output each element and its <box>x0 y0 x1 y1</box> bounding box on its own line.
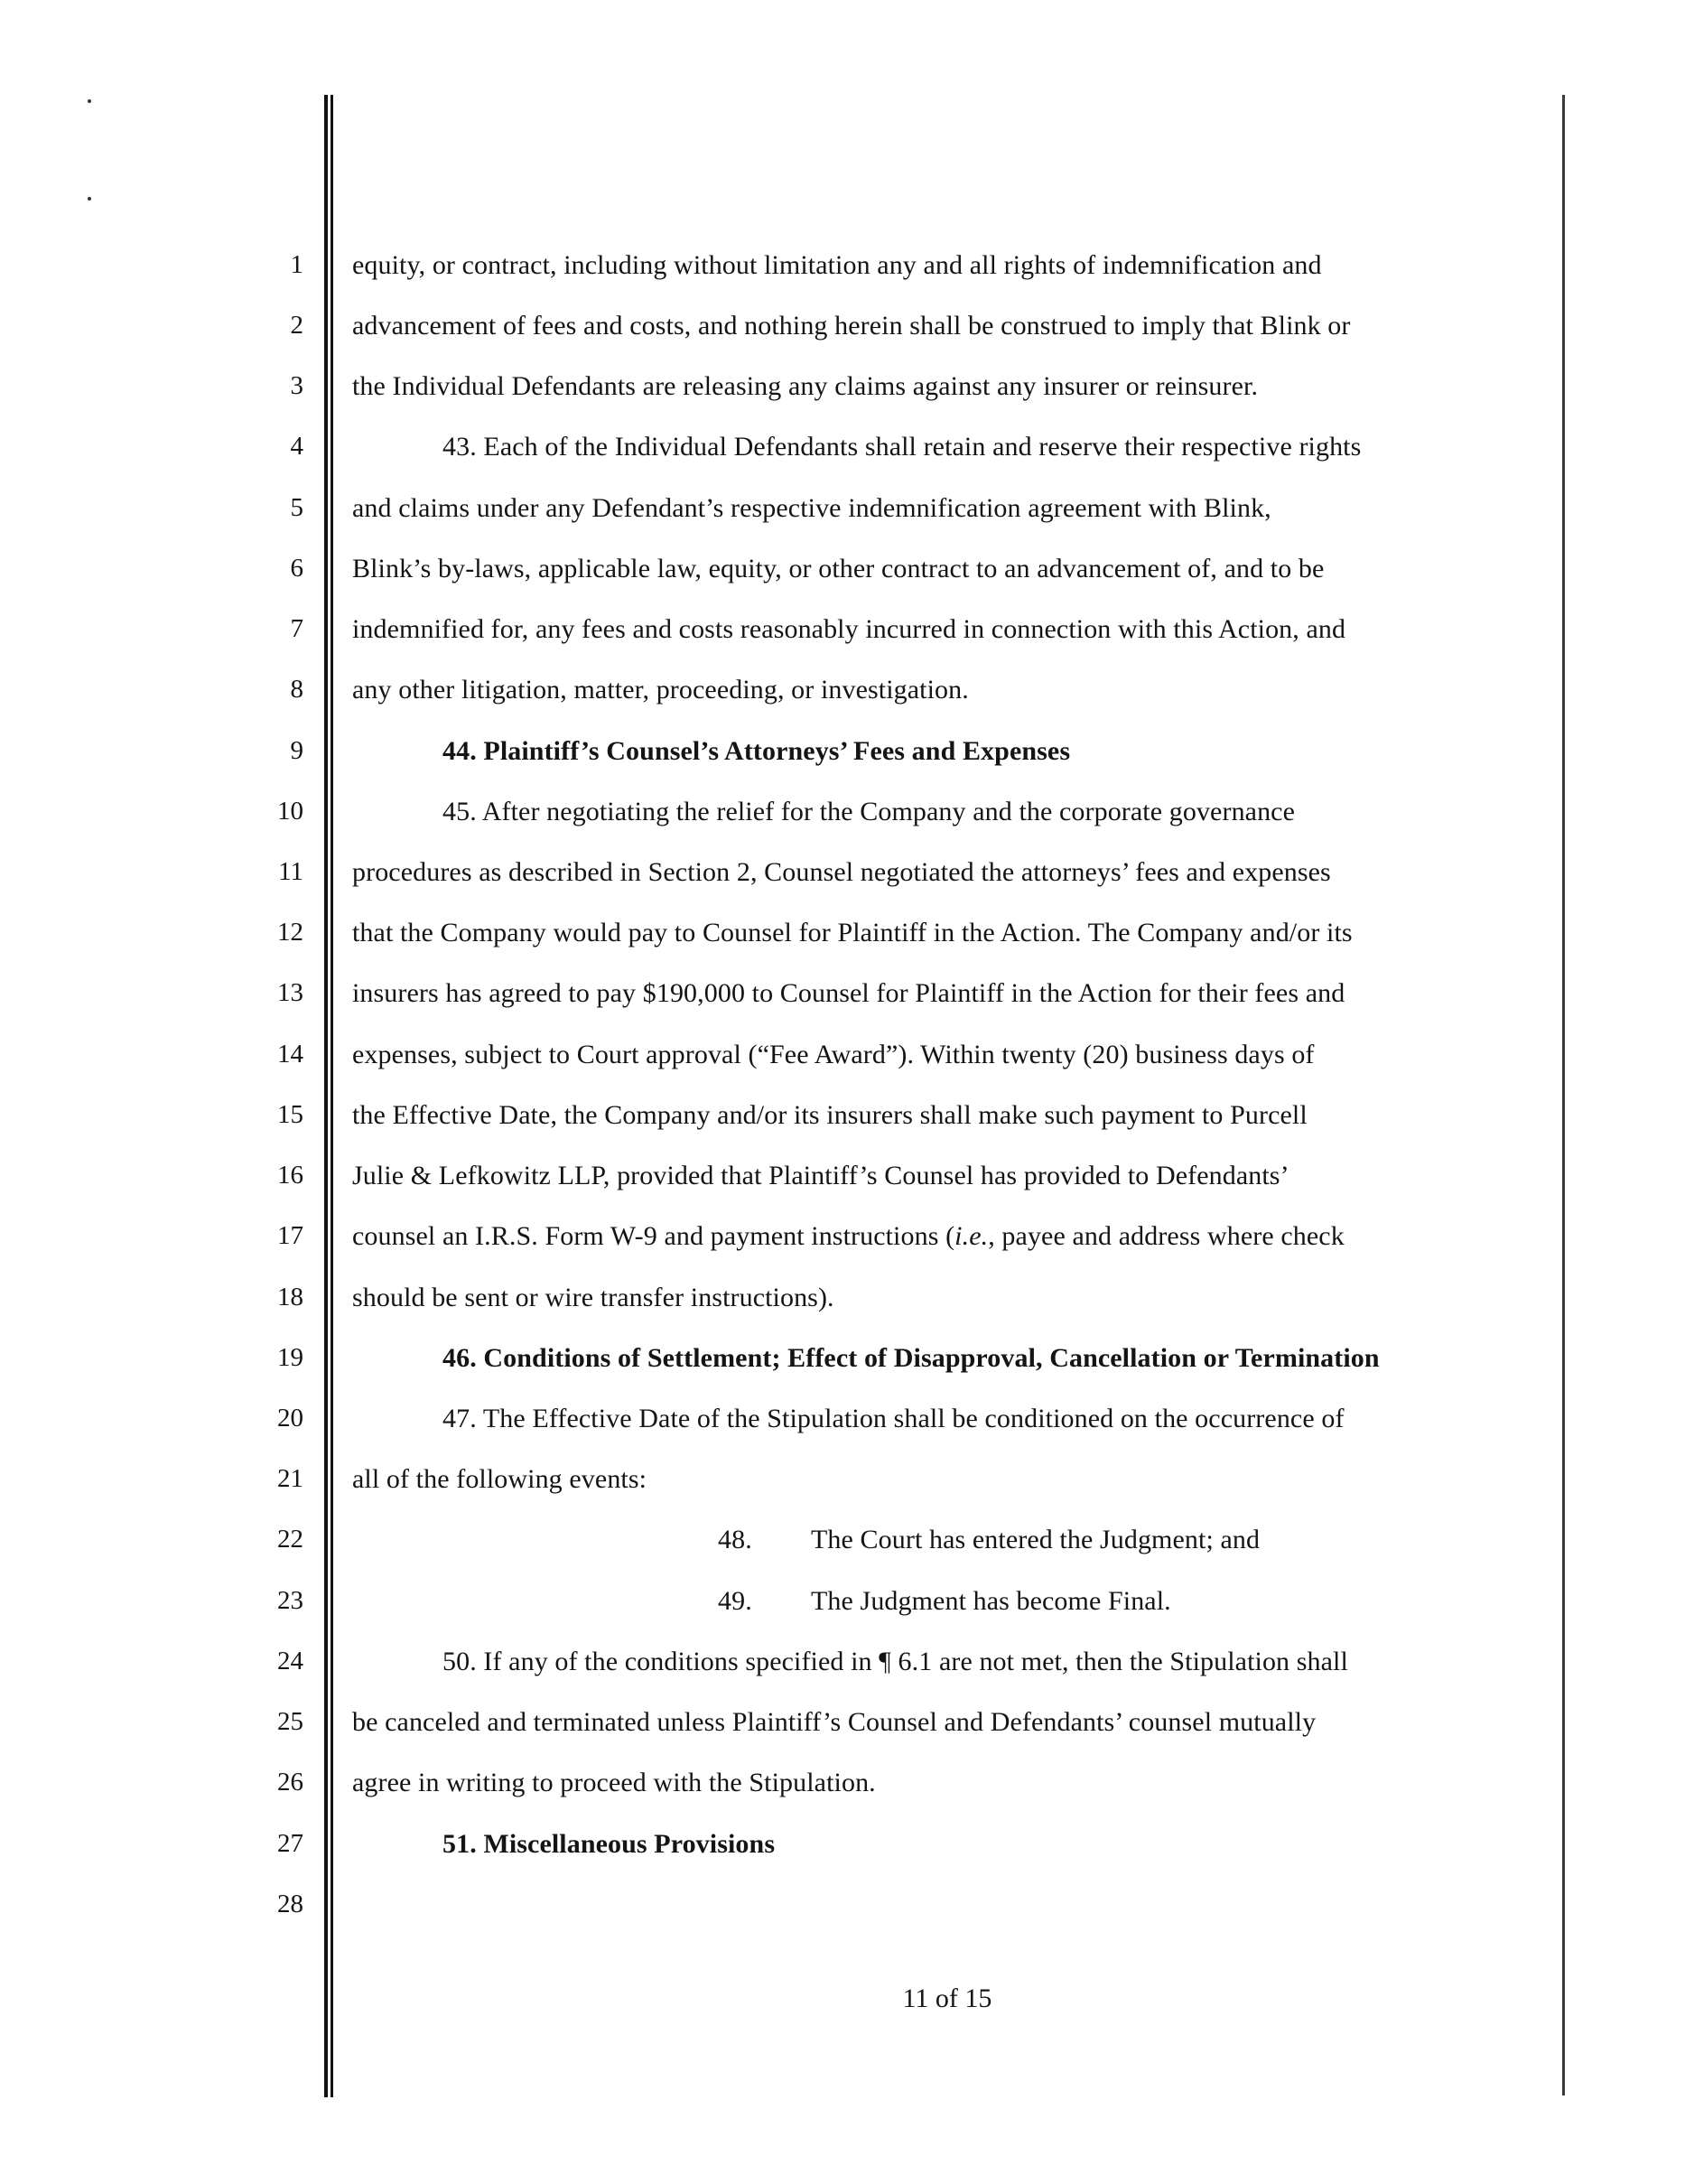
body-line: Blink’s by-laws, applicable law, equity, or other contract to an advancement of, and to be <box>352 554 1325 583</box>
paragraph-45-first-line: 45. After negotiating the relief for the Company and the corporate governance <box>442 797 1296 826</box>
list-item-number: 49. <box>718 1586 752 1616</box>
line-number: 24 <box>277 1647 303 1675</box>
body-line: any other litigation, matter, proceeding, or investigation. <box>352 675 969 705</box>
line-number: 20 <box>277 1404 303 1433</box>
line-number: 27 <box>277 1829 303 1858</box>
scan-speck <box>88 197 91 201</box>
section-heading-46: 46. Conditions of Settlement; Effect of Disapproval, Cancellation or Termination <box>442 1343 1380 1373</box>
line-number: 25 <box>277 1707 303 1736</box>
line-number: 1 <box>290 250 303 279</box>
body-line: Julie & Lefkowitz LLP, provided that Plaintiff’s Counsel has provided to Defendants’ <box>352 1161 1289 1190</box>
line-number: 4 <box>290 432 303 461</box>
line-number: 19 <box>277 1343 303 1372</box>
line-number: 21 <box>277 1464 303 1493</box>
body-line: should be sent or wire transfer instructions). <box>352 1283 834 1312</box>
line-number: 26 <box>277 1768 303 1797</box>
line-number: 18 <box>277 1283 303 1311</box>
line-number: 2 <box>290 311 303 340</box>
italic-abbreviation: i.e. <box>954 1221 989 1251</box>
line-number: 9 <box>290 736 303 765</box>
body-line: expenses, subject to Court approval (“Fee Award”). Within twenty (20) business days of <box>352 1040 1315 1069</box>
line-number: 16 <box>277 1161 303 1190</box>
line-number: 11 <box>278 857 303 886</box>
paragraph-47-first-line: 47. The Effective Date of the Stipulation shall be conditioned on the occurrence of <box>442 1404 1345 1433</box>
scan-speck <box>88 99 91 103</box>
body-line: the Effective Date, the Company and/or its insurers shall make such payment to Purcell <box>352 1100 1308 1130</box>
line-number: 6 <box>290 554 303 583</box>
body-line: agree in writing to proceed with the Stipulation. <box>352 1768 876 1797</box>
line-number: 23 <box>277 1586 303 1615</box>
body-line: equity, or contract, including without limitation any and all rights of indemnification and <box>352 250 1322 280</box>
body-text: counsel an I.R.S. Form W-9 and payment instructions ( <box>352 1221 955 1251</box>
body-line: indemnified for, any fees and costs reasonably incurred in connection with this Action, and <box>352 614 1346 644</box>
body-line <box>352 1223 1345 1250</box>
body-line: that the Company would pay to Counsel for Plaintiff in the Action. The Company and/or its <box>352 918 1353 947</box>
section-heading-44: 44. Plaintiff’s Counsel’s Attorneys’ Fees and Expenses <box>442 736 1071 766</box>
left-margin-rule <box>324 95 328 2097</box>
body-line: and claims under any Defendant’s respective indemnification agreement with Blink, <box>352 493 1271 523</box>
body-line: be canceled and terminated unless Plaintiff’s Counsel and Defendants’ counsel mutually <box>352 1707 1317 1737</box>
line-number: 13 <box>277 978 303 1007</box>
body-line: all of the following events: <box>352 1464 647 1494</box>
list-item-text: The Judgment has become Final. <box>811 1586 1171 1616</box>
line-number: 12 <box>277 918 303 947</box>
body-line: procedures as described in Section 2, Counsel negotiated the attorneys’ fees and expenses <box>352 857 1331 887</box>
line-number: 10 <box>277 797 303 826</box>
body-line: the Individual Defendants are releasing any claims against any insurer or reinsurer. <box>352 371 1259 401</box>
line-number: 5 <box>290 493 303 522</box>
line-number: 14 <box>277 1040 303 1069</box>
line-number: 8 <box>290 675 303 704</box>
list-item-text: The Court has entered the Judgment; and <box>811 1525 1261 1554</box>
list-item-number: 48. <box>718 1525 752 1554</box>
right-margin-rule <box>1562 95 1565 2095</box>
body-line: insurers has agreed to pay $190,000 to Counsel for Plaintiff in the Action for their fees and <box>352 978 1345 1008</box>
line-number: 17 <box>277 1221 303 1250</box>
line-number: 15 <box>277 1100 303 1129</box>
paragraph-50-first-line: 50. If any of the conditions specified in ¶ 6.1 are not met, then the Stipulation shall <box>442 1647 1348 1676</box>
left-margin-rule <box>330 95 333 2097</box>
line-number: 3 <box>290 371 303 400</box>
line-number: 28 <box>277 1890 303 1918</box>
section-heading-51: 51. Miscellaneous Provisions <box>442 1829 776 1859</box>
line-number: 7 <box>290 614 303 643</box>
paragraph-43-first-line: 43. Each of the Individual Defendants shall retain and reserve their respective rights <box>442 432 1362 462</box>
page-number-footer: 11 of 15 <box>902 1983 992 2013</box>
body-text: , payee and address where check <box>988 1221 1345 1251</box>
body-line: advancement of fees and costs, and nothing herein shall be construed to imply that Blink or <box>352 311 1351 341</box>
line-number: 22 <box>277 1525 303 1554</box>
